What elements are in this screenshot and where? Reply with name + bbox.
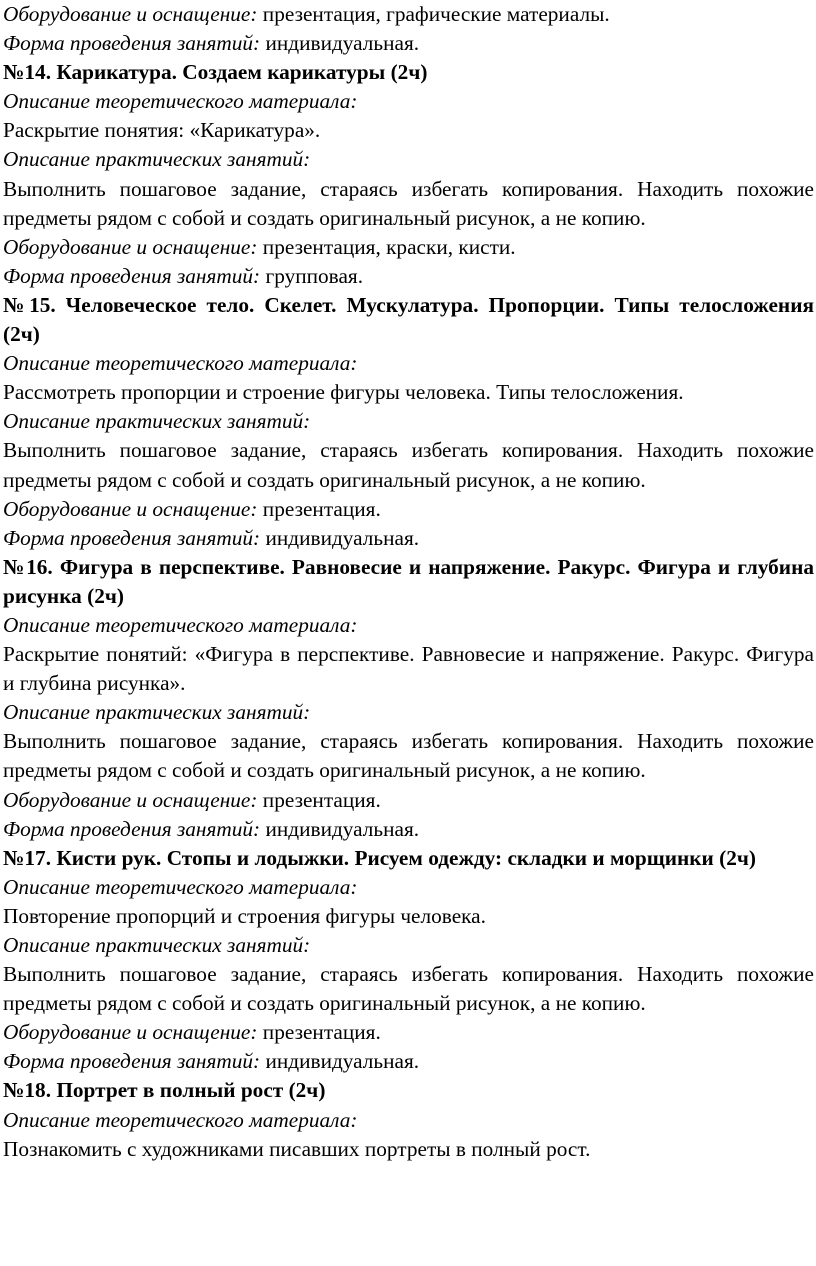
theory-label: Описание теоретического материала: — [3, 351, 358, 376]
form-value: индивидуальная. — [260, 1049, 420, 1074]
theory-text: Раскрытие понятия: «Карикатура». — [3, 118, 321, 143]
form-line — [3, 815, 814, 844]
equipment-label: Оборудование и оснащение: — [3, 234, 258, 259]
practice-text: Выполнить пошаговое задание, стараясь избегать копирования. Находить похожие предметы рядом с собой и создать оригинальный рисунок, а не копию. — [3, 729, 814, 783]
theory-label: Описание теоретического материала: — [3, 874, 358, 899]
form-value: индивидуальная. — [260, 31, 420, 56]
equipment-line — [3, 786, 814, 815]
section-16 — [3, 553, 814, 844]
equipment-label: Оборудование и оснащение: — [3, 1020, 258, 1045]
form-line — [3, 262, 814, 291]
section-14 — [3, 58, 814, 291]
section-17 — [3, 844, 814, 1077]
practice-label: Описание практических занятий: — [3, 700, 311, 725]
equipment-line — [3, 0, 814, 29]
section-title: №15. Человеческое тело. Скелет. Мускулатура. Пропорции. Типы телосложения (2ч) — [3, 292, 814, 347]
form-value: индивидуальная. — [260, 816, 420, 841]
section-title: №16. Фигура в перспективе. Равновесие и напряжение. Ракурс. Фигура и глубина рисунка (2ч) — [3, 554, 814, 608]
equipment-line — [3, 233, 814, 262]
equipment-line — [3, 1018, 814, 1047]
form-line — [3, 524, 814, 553]
practice-text: Выполнить пошаговое задание, стараясь избегать копирования. Находить похожие предметы рядом с собой и создать оригинальный рисунок, а не копию. — [3, 438, 814, 492]
form-label: Форма проведения занятий: — [3, 525, 261, 550]
theory-label: Описание теоретического материала: — [3, 89, 358, 114]
equipment-label: Оборудование и оснащение: — [3, 2, 258, 26]
section-title: №18. Портрет в полный рост (2ч) — [3, 1078, 326, 1103]
section-title: №14. Карикатура. Создаем карикатуры (2ч) — [3, 60, 428, 85]
theory-text: Познакомить с художниками писавших портреты в полный рост. — [3, 1136, 591, 1161]
equipment-value: презентация, краски, кисти. — [257, 234, 516, 259]
form-label: Форма проведения занятий: — [3, 263, 261, 288]
section-15 — [3, 291, 814, 553]
equipment-value: презентация. — [257, 496, 381, 521]
form-value: групповая. — [260, 263, 364, 288]
practice-label: Описание практических занятий: — [3, 933, 311, 957]
form-label: Форма проведения занятий: — [3, 816, 261, 841]
theory-text: Раскрытие понятий: «Фигура в перспективе. Равновесие и напряжение. Ракурс. Фигура и глубина рисунка». — [3, 642, 814, 696]
theory-label: Описание теоретического материала: — [3, 1107, 358, 1132]
practice-text: Выполнить пошаговое задание, стараясь избегать копирования. Находить похожие предметы рядом с собой и создать оригинальный рисунок, а не копию. — [3, 962, 814, 1016]
equipment-label: Оборудование и оснащение: — [3, 496, 258, 521]
theory-text: Рассмотреть пропорции и строение фигуры человека. Типы телосложения. — [3, 380, 684, 405]
equipment-label: Оборудование и оснащение: — [3, 787, 258, 812]
practice-label: Описание практических занятий: — [3, 409, 311, 434]
form-line — [3, 29, 814, 58]
form-value: индивидуальная. — [260, 525, 420, 550]
section-title: №17. Кисти рук. Стопы и лодыжки. Рисуем одежду: складки и морщинки (2ч) — [3, 845, 756, 870]
equipment-value: презентация. — [257, 1020, 381, 1045]
practice-text: Выполнить пошаговое задание, стараясь избегать копирования. Находить похожие предметы рядом с собой и создать оригинальный рисунок, а не копию. — [3, 176, 814, 230]
form-label: Форма проведения занятий: — [3, 31, 261, 56]
practice-label: Описание практических занятий: — [3, 147, 311, 172]
form-label: Форма проведения занятий: — [3, 1049, 261, 1074]
theory-label: Описание теоретического материала: — [3, 612, 358, 637]
equipment-value: презентация, графические материалы. — [257, 2, 610, 26]
form-line — [3, 1047, 814, 1076]
equipment-value: презентация. — [257, 787, 381, 812]
equipment-line — [3, 495, 814, 524]
theory-text: Повторение пропорций и строения фигуры человека. — [3, 903, 486, 928]
section-18 — [3, 1076, 814, 1163]
